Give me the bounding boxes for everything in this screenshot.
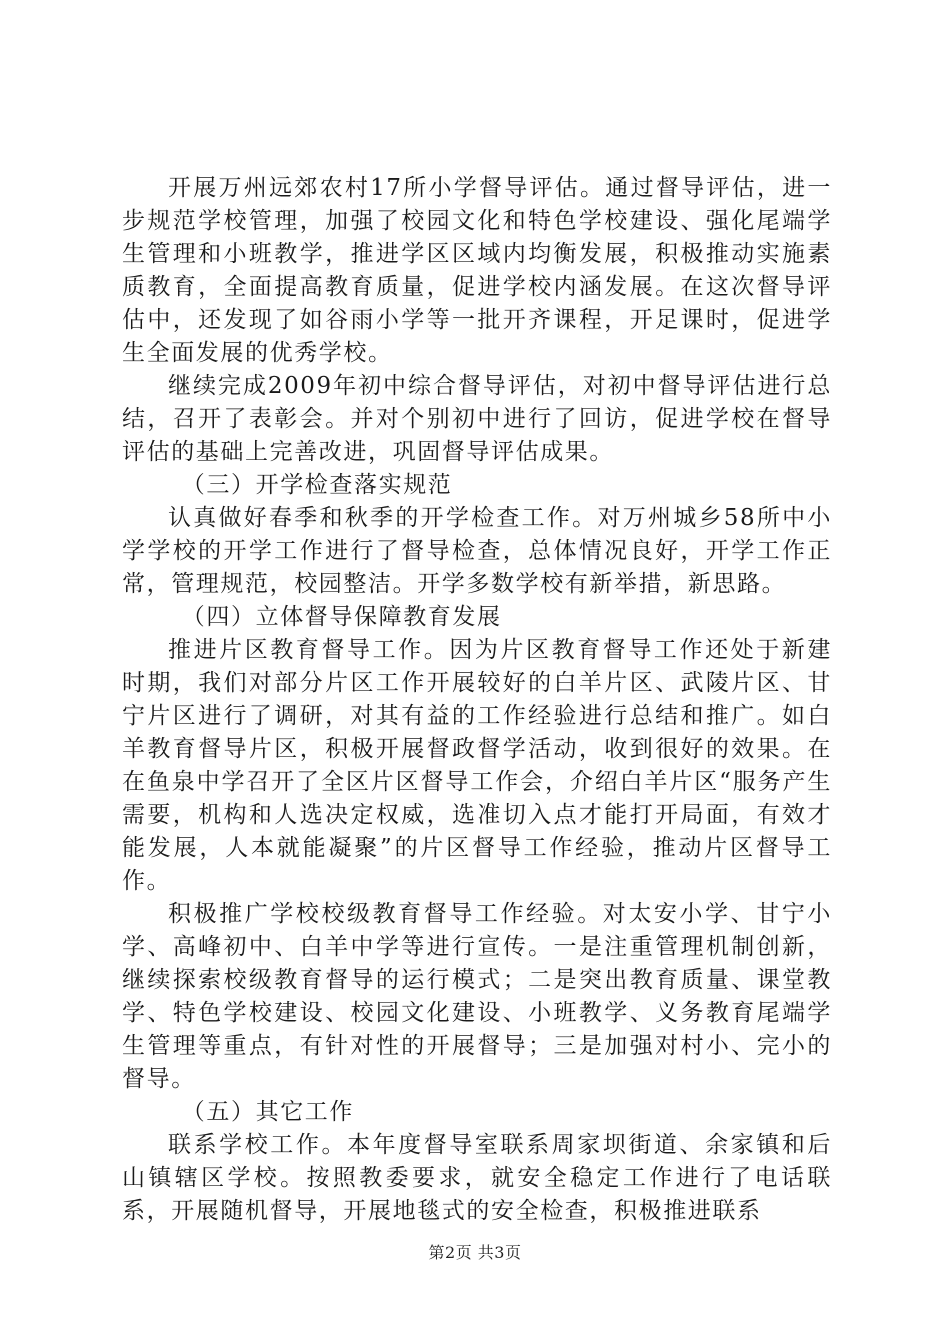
paragraph-school-opening-inspection: 认真做好春季和秋季的开学检查工作。对万州城乡58所中小学学校的开学工作进行了督导检查，总体情况良好，开学工作正常，管理规范，校园整洁。开学多数学校有新举措，新思路。 — [122, 505, 832, 597]
section-heading-3: （三）开学检查落实规范 — [181, 472, 453, 498]
page-footer: 第2页 共3页 — [428, 1243, 522, 1262]
section-heading-5: （五）其它工作 — [181, 1099, 354, 1125]
paragraph-district-supervision: 推进片区教育督导工作。因为片区教育督导工作还处于新建时期，我们对部分片区工作开展较好的白羊片区、武陵片区、甘宁片区进行了调研，对其有益的工作经验进行总结和推广。如白羊教育督导片区，积极开展督政督学活动，收到很好的效果。在在鱼泉中学召开了全区片区督导工作会，介绍白羊片区“服务产生需要，机构和人选决定权威，选准切入点才能打开局面，有效才能发展，人本就能凝聚”的片区督导工作经验，推动片区督导工作。 — [122, 637, 832, 894]
paragraph-junior-high-evaluation: 继续完成2009年初中综合督导评估，对初中督导评估进行总结，召开了表彰会。并对个别初中进行了回访，促进学校在督导评估的基础上完善改进，巩固督导评估成果。 — [122, 373, 832, 465]
paragraph-school-level-supervision: 积极推广学校校级教育督导工作经验。对太安小学、甘宁小学、高峰初中、白羊中学等进行宣传。一是注重管理机制创新，继续探索校级教育督导的运行模式；二是突出教育质量、课堂教学、特色学校建设、校园文化建设、小班教学、义务教育尾端学生管理等重点，有针对性的开展督导；三是加强对村小、完小的督导。 — [122, 901, 832, 1092]
paragraph-liaison-work: 联系学校工作。本年度督导室联系周家坝街道、余家镇和后山镇辖区学校。按照教委要求，就安全稳定工作进行了电话联系，开展随机督导，开展地毯式的安全检查，积极推进联系 — [122, 1132, 832, 1224]
paragraph-rural-primary-evaluation: 开展万州远郊农村17所小学督导评估。通过督导评估，进一步规范学校管理，加强了校园文化和特色学校建设、强化尾端学生管理和小班教学，推进学区区域内均衡发展，积极推动实施素质教育，全面提高教育质量，促进学校内涵发展。在这次督导评估中，还发现了如谷雨小学等一批开齐课程，开足课时，促进学生全面发展的优秀学校。 — [122, 175, 832, 366]
document-body — [122, 172, 832, 1228]
section-heading-4: （四）立体督导保障教育发展 — [181, 604, 502, 630]
